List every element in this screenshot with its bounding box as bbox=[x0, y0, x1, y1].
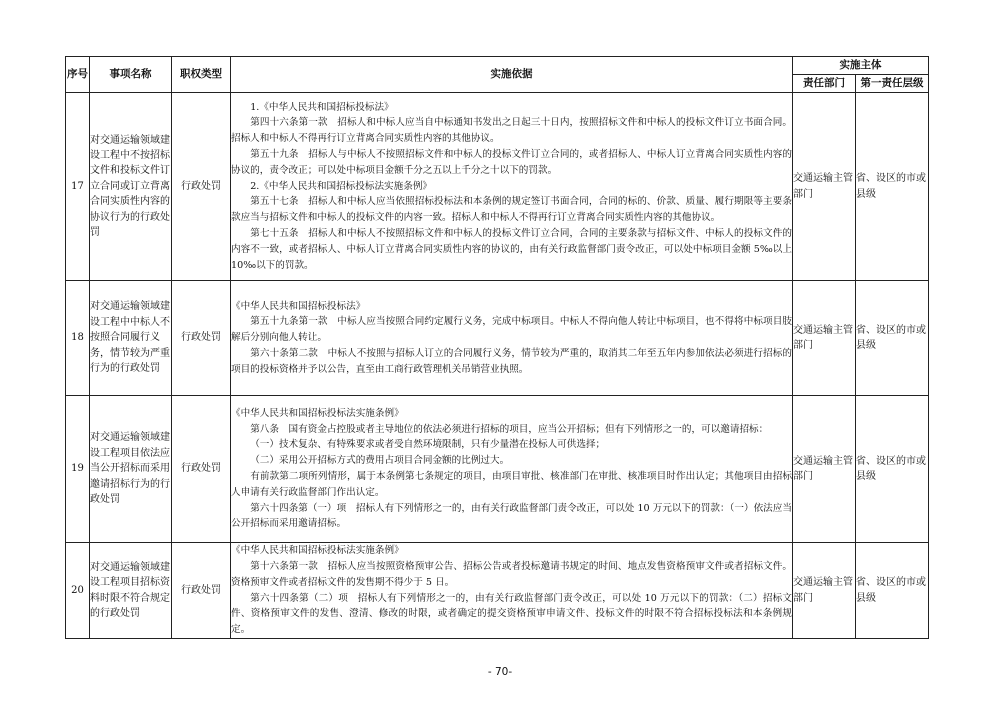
row-level: 省、设区的市或县级 bbox=[856, 93, 929, 281]
header-type: 职权类型 bbox=[172, 57, 231, 93]
row-name: 对交通运输领域建设工程中不按招标文件和投标文件订立合同或订立背离合同实质性内容的协议行为的行政处罚 bbox=[90, 93, 172, 281]
basis-paragraph: 第六十条第二款 中标人不按照与招标人订立的合同履行义务，情节较为严重的，取消其二年至五年内参加依法必须进行招标的项目的投标资格并予以公告，直至由工商行政管理机关吊销营业执照。 bbox=[231, 347, 792, 375]
basis-paragraph: 2.《中华人民共和国招标投标法实施条例》 bbox=[250, 180, 433, 192]
row-type: 行政处罚 bbox=[172, 396, 231, 543]
table-row bbox=[66, 543, 929, 639]
row-level: 省、设区的市或县级 bbox=[856, 396, 929, 543]
basis-paragraph: （一）技术复杂、有特殊要求或者受自然环境限制，只有少量潜在投标人可供选择； bbox=[250, 439, 606, 451]
page-number: - 70- bbox=[487, 666, 513, 678]
basis-paragraph: （二）采用公开招标方式的费用占项目合同金额的比例过大。 bbox=[250, 455, 510, 467]
row-seq: 20 bbox=[66, 543, 90, 639]
row-basis bbox=[231, 543, 793, 639]
basis-paragraph: 有前款第二项所列情形，属于本条例第七条规定的项目，由项目审批、核准部门在审批、核准项目时作出认定；其他项目由招标人申请有关行政监督部门作出认定。 bbox=[231, 471, 792, 498]
basis-paragraph: 第十六条第一款 招标人应当按照资格预审公告、招标公告或者投标邀请书规定的时间、地点发售资格预审文件或者招标文件。资格预审文件或者招标文件的发售期不得少于 5 日。 bbox=[231, 560, 792, 588]
basis-paragraph: 第五十九条第一款 中标人应当按照合同约定履行义务，完成中标项目。中标人不得向他人转让中标项目，也不得将中标项目肢解后分别向他人转让。 bbox=[231, 316, 792, 344]
header-level: 第一责任层级 bbox=[856, 75, 929, 93]
basis-paragraph: 1.《中华人民共和国招标投标法》 bbox=[250, 101, 394, 113]
row-seq: 17 bbox=[66, 93, 90, 281]
row-basis bbox=[231, 93, 793, 281]
row-level: 省、设区的市或县级 bbox=[856, 543, 929, 639]
basis-paragraph: 第七十五条 招标人和中标人不按照招标文件和中标人的投标文件订立合同，合同的主要条款与招标文件、中标人的投标文件的内容不一致，或者招标人、中标人订立背离合同实质性内容的协议的，由有关行政监督部门责令改正，可以处中标项目金额 5‰以上 10‰以下的罚款。 bbox=[231, 227, 792, 271]
basis-paragraph: 第五十七条 招标人和中标人应当依照招标投标法和本条例的规定签订书面合同，合同的标的、价款、质量、履行期限等主要条款应当与招标文件和中标人的投标文件的内容一致。招标人和中标人不得再行订立背离合同实质性内容的其他协议。 bbox=[231, 196, 792, 224]
basis-paragraph: 第六十四条第（二）项 招标人有下列情形之一的，由有关行政监督部门责令改正，可以处 10 万元以下的罚款：（二）招标文件、资格预审文件的发售、澄清、修改的时限，或者确定的提交资格预审申请文件、投标文件的时限不符合招标投标法和本条例规定。 bbox=[231, 592, 792, 636]
basis-paragraph: 第五十九条 招标人与中标人不按照招标文件和中标人的投标文件订立合同的，或者招标人、中标人订立背离合同实质性内容的协议的，责令改正；可以处中标项目金额千分之五以上千分之十以下的罚款。 bbox=[231, 149, 792, 176]
row-name: 对交通运输领域建设工程项目依法应当公开招标而采用邀请招标行为的行政处罚 bbox=[90, 396, 172, 543]
row-level: 省、设区的市或县级 bbox=[856, 281, 929, 396]
row-dept: 交通运输主管部门 bbox=[793, 93, 856, 281]
basis-paragraph: 《中华人民共和国招标投标法实施条例》 bbox=[231, 407, 404, 419]
row-type: 行政处罚 bbox=[172, 281, 231, 396]
basis-paragraph: 《中华人民共和国招标投标法》 bbox=[231, 300, 366, 312]
basis-paragraph: 第四十六条第一款 招标人和中标人应当自中标通知书发出之日起三十日内，按照招标文件和中标人的投标文件订立书面合同。招标人和中标人不得再行订立背离合同实质性内容的其他协议。 bbox=[231, 117, 792, 145]
row-type: 行政处罚 bbox=[172, 93, 231, 281]
header-name: 事项名称 bbox=[90, 57, 172, 93]
basis-paragraph: 《中华人民共和国招标投标法实施条例》 bbox=[231, 545, 404, 557]
row-name: 对交通运输领域建设工程项目招标资料时限不符合规定的行政处罚 bbox=[90, 543, 172, 639]
row-basis bbox=[231, 281, 793, 396]
row-basis bbox=[231, 396, 793, 543]
row-dept: 交通运输主管部门 bbox=[793, 543, 856, 639]
header-seq: 序号 bbox=[66, 57, 90, 93]
row-type: 行政处罚 bbox=[172, 543, 231, 639]
row-dept: 交通运输主管部门 bbox=[793, 396, 856, 543]
row-seq: 18 bbox=[66, 281, 90, 396]
row-name: 对交通运输领域建设工程中中标人不按照合同履行义务，情节较为严重行为的行政处罚 bbox=[90, 281, 172, 396]
header-dept: 责任部门 bbox=[793, 75, 856, 93]
table-row bbox=[66, 396, 929, 543]
enforcement-matters-table bbox=[65, 56, 929, 639]
row-dept: 交通运输主管部门 bbox=[793, 281, 856, 396]
basis-paragraph: 第六十四条第（一）项 招标人有下列情形之一的，由有关行政监督部门责令改正，可以处 10 万元以下的罚款：（一）依法应当公开招标而采用邀请招标。 bbox=[231, 502, 792, 530]
table-row bbox=[66, 93, 929, 281]
row-seq: 19 bbox=[66, 396, 90, 543]
header-basis: 实施依据 bbox=[231, 57, 793, 93]
table-row bbox=[66, 281, 929, 396]
basis-paragraph: 第八条 国有资金占控股或者主导地位的依法必须进行招标的项目，应当公开招标；但有下列情形之一的，可以邀请招标： bbox=[250, 423, 769, 435]
header-subject: 实施主体 bbox=[793, 57, 929, 75]
